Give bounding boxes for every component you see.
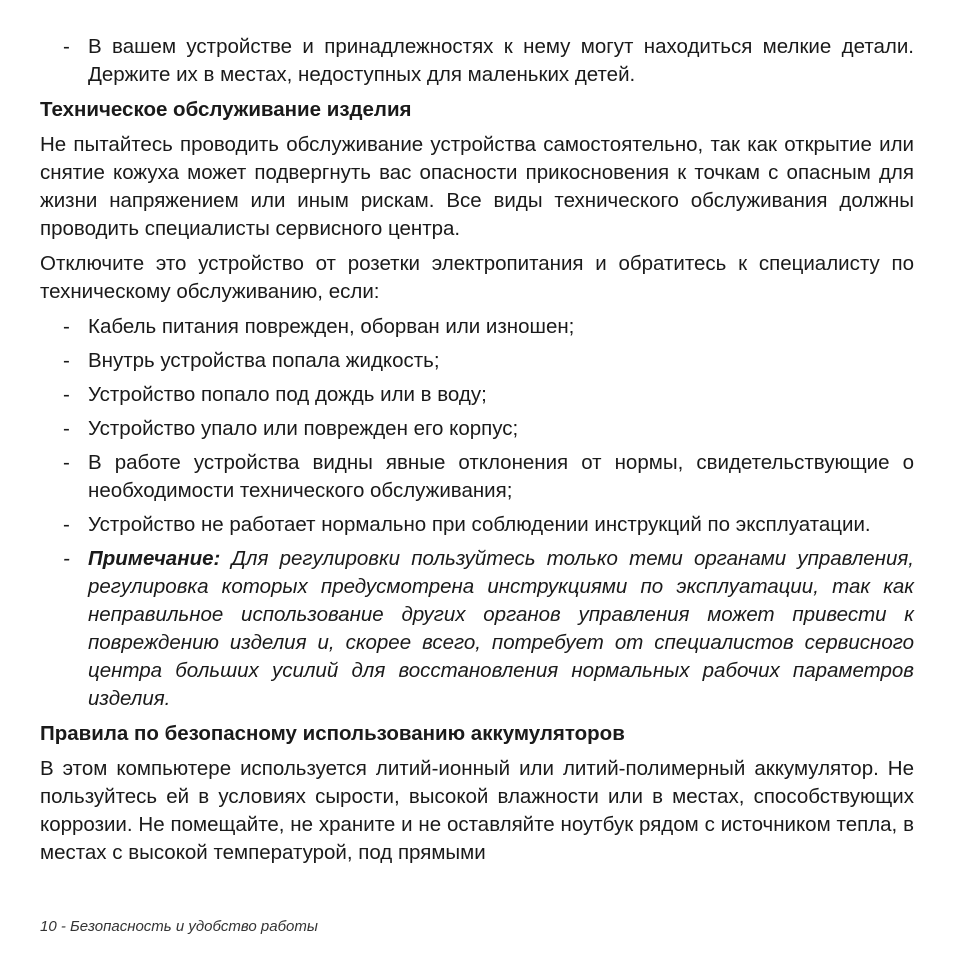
section-heading-maintenance: Техническое обслуживание изделия [40,98,412,121]
top-list [40,33,914,89]
paragraph: Отключите это устройство от розетки электропитания и обратитесь к специалисту по техническому обслуживанию, если: [40,252,914,303]
list-item: - Устройство попало под дождь или в воду; [40,381,914,409]
note-item [40,545,914,713]
list-item: - В работе устройства видны явные отклонения от нормы, свидетельствующие о необходимости технического обслуживания; [40,449,914,505]
paragraph: В этом компьютере используется литий-ионный или литий-полимерный аккумулятор. Не пользуйтесь ей в условиях сырости, высокой влажности или в местах, способствующих коррозии. Не помещайте, не храните и не оставляйте ноутбук рядом с источником тепла, в местах с высокой температурой, под прямыми [40,757,914,864]
note-text: Для регулировки пользуйтесь только теми органами управления, регулировка которых предусмотрена инструкциями по эксплуатации, так как неправильное использование других органов управления может привести к повреждению изделия и, скорее всего, потребует от специалистов сервисного центра больших усилий для восстановления нормальных рабочих параметров изделия. [88,547,914,710]
page-footer: 10 - Безопасность и удобство работы [40,918,318,935]
maintenance-list [40,313,914,713]
section-heading-battery: Правила по безопасному использованию аккумуляторов [40,722,625,745]
list-item: - Устройство упало или поврежден его корпус; [40,415,914,443]
list-item: - В вашем устройстве и принадлежностях к нему могут находиться мелкие детали. Держите их в местах, недоступных для маленьких детей. [40,33,914,89]
list-item: - Устройство не работает нормально при соблюдении инструкций по эксплуатации. [40,511,914,539]
paragraph: Не пытайтесь проводить обслуживание устройства самостоятельно, так как открытие или снятие кожуха может подвергнуть вас опасности прикосновения к точкам с опасным для жизни напряжением или иным рискам. Все виды технического обслуживания должны проводить специалисты сервисного центра. [40,133,914,240]
page-content [40,33,914,874]
list-item: - Кабель питания поврежден, оборван или изношен; [40,313,914,341]
note-label: Примечание: [88,547,221,570]
list-item: - Внутрь устройства попала жидкость; [40,347,914,375]
